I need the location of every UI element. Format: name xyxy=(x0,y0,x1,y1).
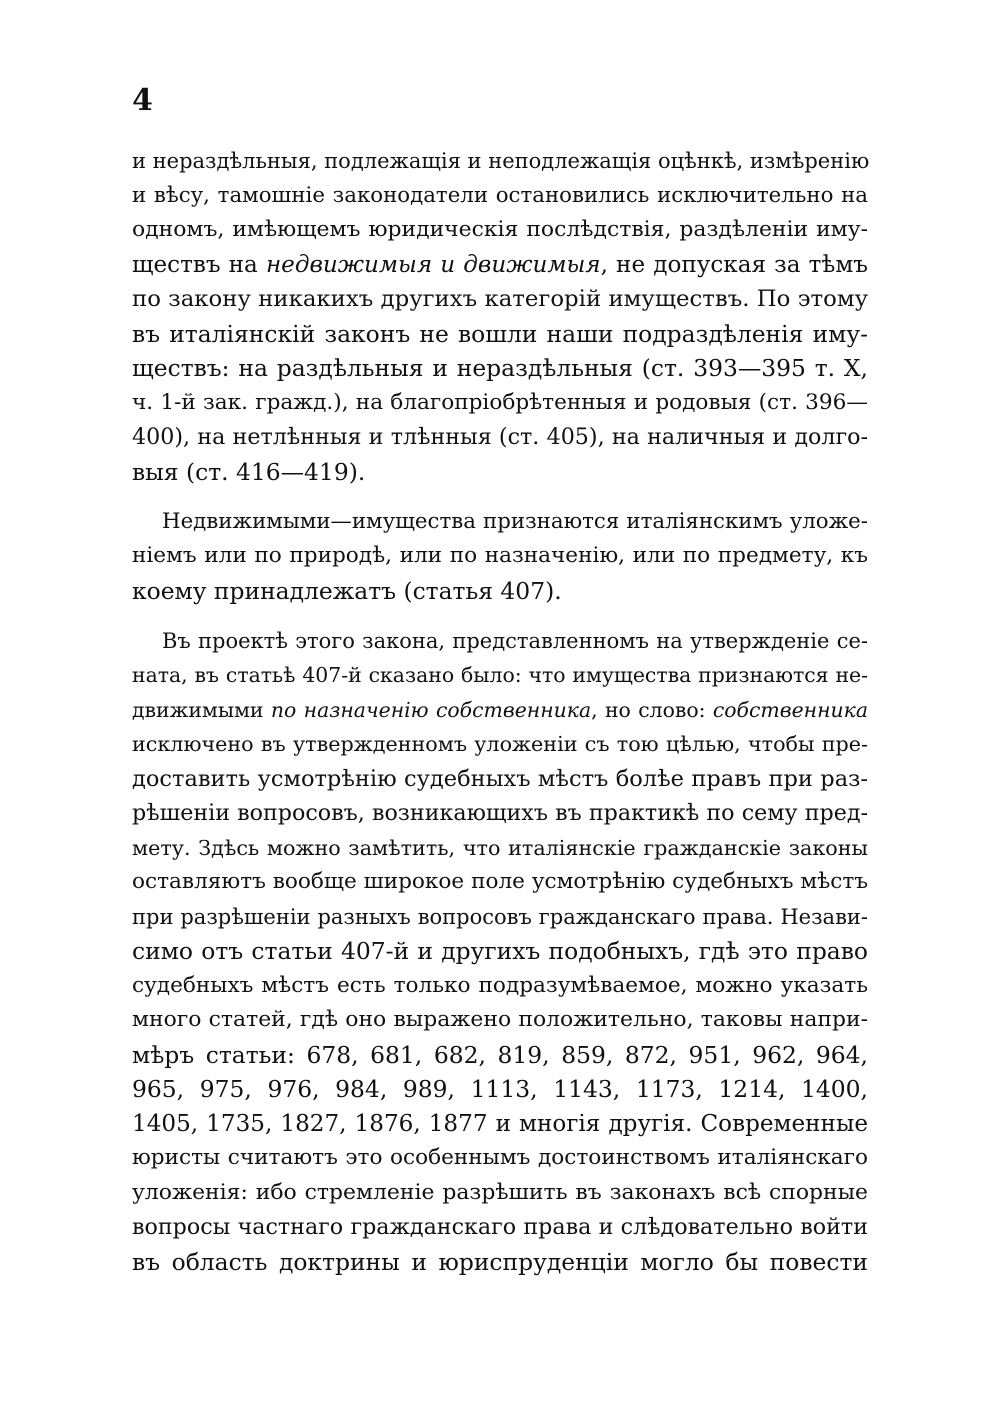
paragraph xyxy=(132,505,868,609)
text-line: въ италіянскій законъ не вошли наши подраздѣленія иму- xyxy=(132,319,868,348)
text-line: исключено въ утвержденномъ уложеніи съ тою цѣлью, чтобы пре- xyxy=(132,732,868,756)
text-line: вопросы частнаго гражданскаго права и слѣдовательно войти xyxy=(132,1214,868,1240)
document-body xyxy=(132,144,868,1295)
text-line: ніемъ или по природѣ, или по назначенію, или по предмету, къ xyxy=(132,543,868,568)
text-line: симо отъ статьи 407-й и другихъ подобныхъ, гдѣ это право xyxy=(132,937,868,965)
text-line: Въ проектѣ этого закона, представленномъ на утвержденіе се- xyxy=(162,628,868,653)
text-line: доставить усмотрѣнію судебныхъ мѣстъ болѣе правъ при раз- xyxy=(132,765,868,792)
italic-phrase: недвижимыя и движимыя xyxy=(265,251,601,278)
text-line: рѣшеніи вопросовъ, возникающихъ въ практикѣ по сему пред- xyxy=(132,800,868,826)
text-line: и нераздѣльныя, подлежащія и неподлежащія оцѣнкѣ, измѣренію xyxy=(132,149,870,173)
text-line: уложенія: ибо стремленіе разрѣшить въ законахъ всѣ спорные xyxy=(132,1179,868,1205)
text-line: мѣръ статьи: 678, 681, 682, 819, 859, 872, 951, 962, 964, xyxy=(132,1040,868,1069)
paragraph xyxy=(132,144,868,489)
text-line: много статей, гдѣ оно выражено положительно, таковы напри- xyxy=(132,1007,868,1032)
text-line: одномъ, имѣющемъ юридическія послѣдствія, раздѣленіи иму- xyxy=(132,217,868,242)
text-line: при разрѣшеніи разныхъ вопросовъ гражданскаго права. Незави- xyxy=(132,904,868,929)
text-line: судебныхъ мѣстъ есть только подразумѣваемое, можно указать xyxy=(132,972,868,998)
text-line: 400), на нетлѣнныя и тлѣнныя (ст. 405), на наличныя и долго- xyxy=(132,424,868,450)
text-line: ч. 1-й зак. гражд.), на благопріобрѣтенныя и родовыя (ст. 396— xyxy=(132,389,868,415)
text-segment: , не допуская за тѣмъ xyxy=(600,251,869,278)
italic-phrase: по назначенію собственника xyxy=(270,697,592,722)
text-line: 965, 975, 976, 984, 989, 1113, 1143, 1173, 1214, 1400, xyxy=(132,1075,868,1103)
text-line: Недвижимыми—имущества признаются италіянскимъ уложе- xyxy=(162,508,868,534)
text-line: и вѣсу, тамошніе законодатели остановились исключительно на xyxy=(132,182,868,208)
text-line: 1405, 1735, 1827, 1876, 1877 и многія другія. Современные xyxy=(132,1110,868,1137)
text-line: мету. Здѣсь можно замѣтить, что италіянскіе гражданскіе законы xyxy=(132,835,868,860)
page-number: 4 xyxy=(132,83,153,118)
text-line: оставляютъ вообще широкое поле усмотрѣнію судебныхъ мѣстъ xyxy=(132,869,869,894)
text-segment: движимыми xyxy=(132,697,271,722)
text-line: ната, въ статьѣ 407-й сказано было: что имущества признаются не- xyxy=(132,663,868,687)
text-line: по закону никакихъ другихъ категорій имуществъ. По этому xyxy=(132,286,868,312)
text-segment: ществъ на xyxy=(132,251,266,278)
text-line: въ область доктрины и юриспруденціи могло бы повести xyxy=(132,1247,868,1276)
text-segment: , но слово: xyxy=(591,697,713,722)
text-line xyxy=(132,693,868,728)
text-line: выя (ст. 416—419). xyxy=(132,457,366,486)
text-line: юристы считаютъ это особеннымъ достоинствомъ италіянскаго xyxy=(132,1145,868,1170)
text-line: ществъ: на раздѣльныя и нераздѣльныя (ст. 393—395 т. X, xyxy=(132,354,868,382)
text-line xyxy=(132,248,868,283)
italic-phrase: собственника xyxy=(712,697,868,722)
text-line: коему принадлежатъ (статья 407). xyxy=(132,576,562,605)
paragraph xyxy=(132,624,868,1280)
